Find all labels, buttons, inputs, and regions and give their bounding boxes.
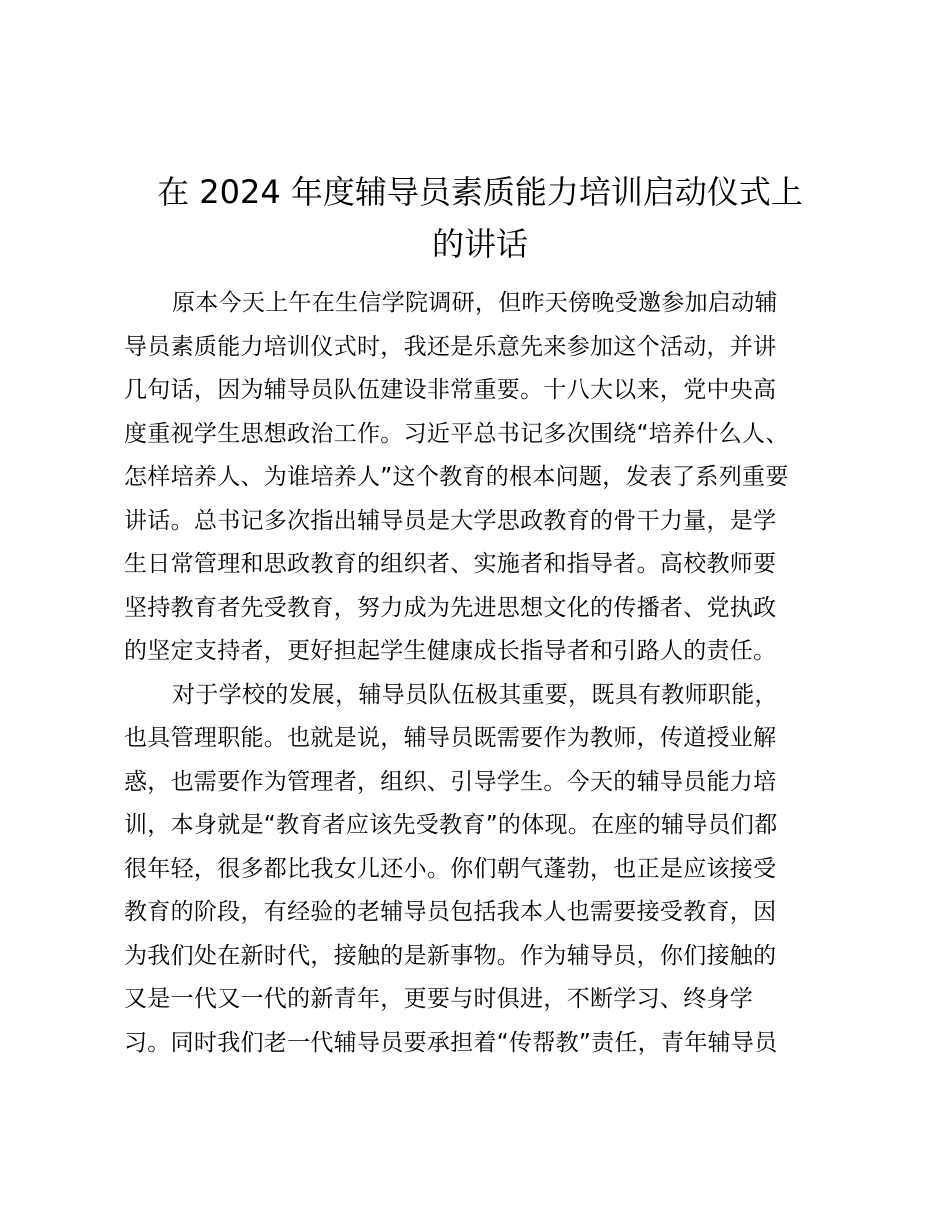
document-body: [124, 282, 844, 1065]
text-line: 也具管理职能。也就是说，辅导员既需要作为教师，传道授业解: [124, 725, 777, 751]
text-line: 导员素质能力培训仪式时，我还是乐意先来参加这个活动，并讲: [124, 333, 777, 360]
title-line: 在 2024 年度辅导员素质能力培训启动仪式上: [157, 173, 803, 211]
text-line: 很年轻，很多都比我女儿还小。你们朝气蓬勃，也正是应该接受: [124, 855, 777, 882]
text-line: 讲话。总书记多次指出辅导员是大学思政教育的骨干力量，是学: [124, 507, 777, 534]
text-line: 的坚定支持者，更好担起学生健康成长指导者和引路人的责任。: [124, 638, 777, 664]
text-line: 惑，也需要作为管理者，组织、引导学生。今天的辅导员能力培: [124, 768, 777, 795]
paragraph: [124, 282, 844, 674]
document-title: [120, 166, 840, 270]
text-line: 几句话，因为辅导员队伍建设非常重要。十八大以来，党中央高: [124, 377, 777, 403]
text-line: 又是一代又一代的新青年，更要与时俱进，不断学习、终身学: [124, 986, 754, 1012]
text-line: 习。同时我们老一代辅导员要承担着“传帮教”责任，青年辅导员: [124, 1029, 778, 1056]
text-line: 为我们处在新时代，接触的是新事物。作为辅导员，你们接触的: [124, 942, 777, 969]
text-line: 坚持教育者先受教育，努力成为先进思想文化的传播者、党执政: [124, 594, 777, 621]
title-line: 的讲话: [431, 225, 528, 263]
text-line: 教育的阶段，有经验的老辅导员包括我本人也需要接受教育，因: [124, 899, 777, 925]
text-line: 原本今天上午在生信学院调研，但昨天傍晚受邀参加启动辅: [172, 290, 778, 316]
text-line: 生日常管理和思政教育的组织者、实施者和指导者。高校教师要: [124, 551, 777, 577]
text-line: 训，本身就是“教育者应该先受教育”的体现。在座的辅导员们都: [124, 812, 778, 838]
paragraph: [124, 674, 844, 1066]
text-line: 对于学校的发展，辅导员队伍极其重要，既具有教师职能，: [172, 681, 778, 708]
text-line: 怎样培养人、为谁培养人”这个教育的根本问题，发表了系列重要: [124, 464, 789, 490]
text-line: 度重视学生思想政治工作。习近平总书记多次围绕“培养什么人、: [124, 420, 789, 447]
